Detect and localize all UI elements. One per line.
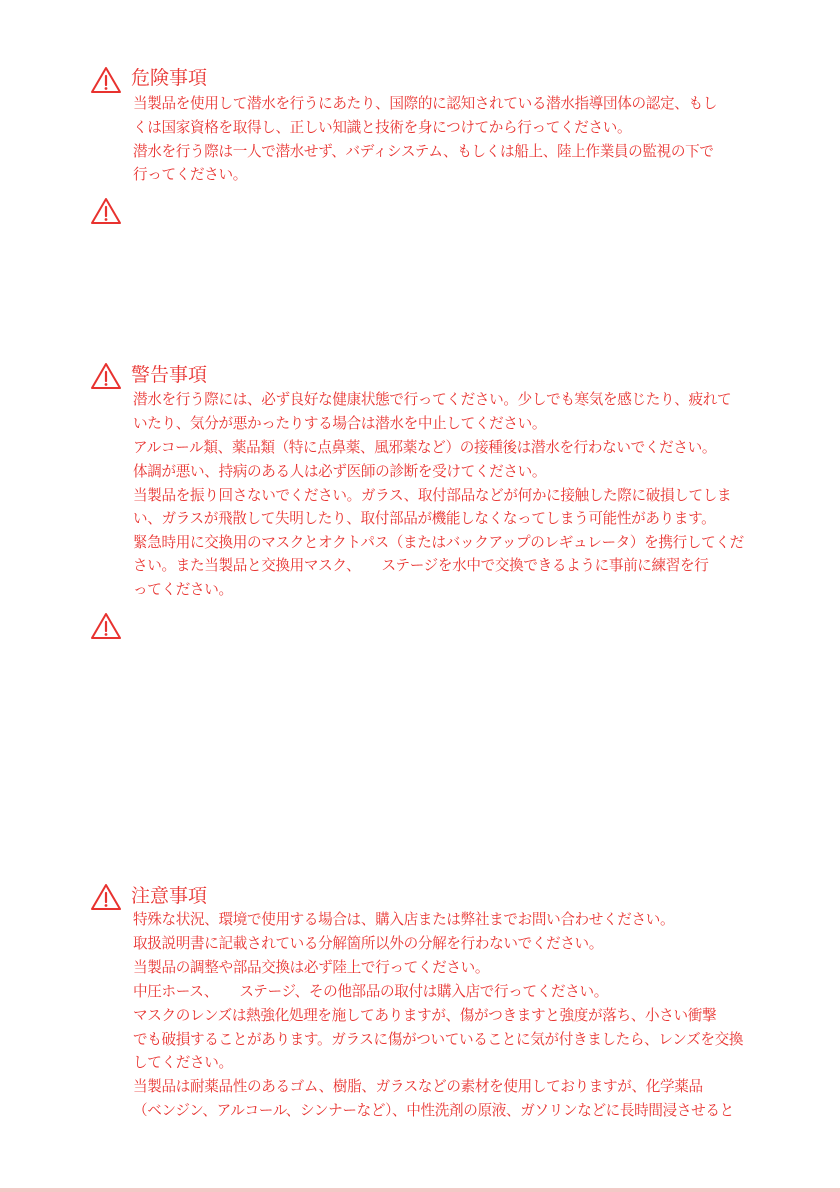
danger-line: 当製品を使用して潜水を行うにあたり、国際的に認知されている潜水指導団体の認定、もし: [133, 95, 717, 112]
caution-line: マスクのレンズは熱強化処理を施してありますが、傷がつきますと強度が落ち、小さい衝撃: [133, 1007, 717, 1024]
warning-line: 緊急時用に交換用のマスクとオクトパス（またはバックアップのレギュレータ）を携行してくだ: [133, 534, 744, 551]
warning-line: 潜水を行う際には、必ず良好な健康状態で行ってください。少しでも寒気を感じたり、疲れて: [133, 391, 732, 408]
caution-line: 当製品は耐薬品性のあるゴム、樹脂、ガラスなどの素材を使用しておりますが、化学薬品: [133, 1078, 703, 1095]
warning-line: いたり、気分が悪かったりする場合は潜水を中止してください。: [133, 415, 547, 432]
warning-triangle-icon: [90, 612, 122, 640]
warning-triangle-icon: [90, 197, 122, 225]
caution-line: 特殊な状況、環境で使用する場合は、購入店または弊社までお問い合わせください。: [133, 911, 675, 928]
bottom-rule: [0, 1188, 840, 1192]
warning-triangle-icon: [90, 883, 122, 911]
caution-line: 中圧ホース、 ステージ、その他部品の取付は購入店で行ってください。: [133, 983, 608, 1000]
caution-heading: 注意事項: [131, 885, 208, 907]
warning-heading: 警告事項: [131, 364, 208, 386]
caution-line: してください。: [133, 1054, 233, 1071]
danger-heading: 危険事項: [131, 67, 208, 89]
danger-line: 潜水を行う際は一人で潜水せず、バディシステム、もしくは船上、陸上作業員の監視の下で: [133, 143, 714, 160]
danger-line: 行ってください。: [133, 166, 247, 183]
caution-line: でも破損することがあります。ガラスに傷がついていることに気が付きましたら、レンズを交換: [133, 1031, 744, 1048]
warning-triangle-icon: [90, 66, 122, 94]
caution-line: （ベンジン、アルコール、シンナーなど）、中性洗剤の原液、ガソリンなどに長時間浸させると: [133, 1102, 734, 1119]
warning-line: ってください。: [133, 581, 233, 598]
caution-line: 取扱説明書に記載されている分解箇所以外の分解を行わないでください。: [133, 935, 604, 952]
warning-line: 当製品を振り回さないでください。ガラス、取付部品などが何かに接触した際に破損してしま: [133, 487, 732, 504]
caution-line: 当製品の調整や部品交換は必ず陸上で行ってください。: [133, 959, 490, 976]
warning-line: い、ガラスが飛散して失明したり、取付部品が機能しなくなってしまう可能性があります。: [133, 510, 716, 527]
warning-line: 体調が悪い、持病のある人は必ず医師の診断を受けてください。: [133, 463, 547, 480]
warning-triangle-icon: [90, 362, 122, 390]
warning-line: アルコール類、薬品類（特に点鼻薬、風邪薬など）の接種後は潜水を行わないでください。: [133, 439, 717, 456]
danger-line: くは国家資格を取得し、正しい知識と技術を身につけてから行ってください。: [133, 119, 632, 136]
warning-line: さい。また当製品と交換用マスク、 ステージを水中で交換できるように事前に練習を行: [133, 557, 709, 574]
